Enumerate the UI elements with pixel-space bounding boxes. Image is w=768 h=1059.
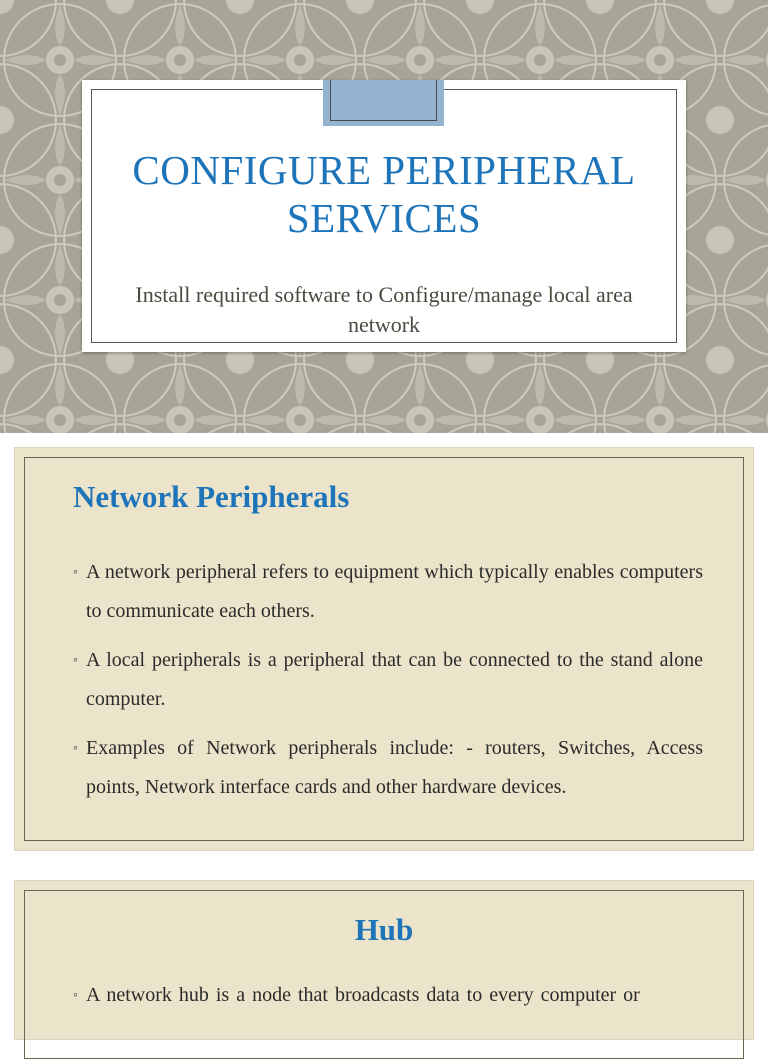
title-tab [323,80,444,126]
title-slide [0,0,768,433]
bullet-marker-icon: ◦ [73,565,78,580]
bullet-marker-icon: ◦ [73,988,78,1003]
bullet-text: A network peripheral refers to equipment which typically enables computers to communicate each others. [86,561,703,622]
bullet-text: A network hub is a node that broadcasts data to every computer or [86,984,640,1006]
slide-heading: Network Peripherals [73,479,350,514]
bullet-item [73,729,703,807]
bullet-item [73,641,703,719]
slide-heading: Hub [354,912,414,947]
bullet-item [73,976,703,1015]
bullet-item [73,553,703,631]
bullet-text: A local peripherals is a peripheral that can be connected to the stand alone computer. [86,649,703,710]
slide-network-peripherals [14,447,754,851]
title-tab-inner [330,80,437,121]
bullet-marker-icon: ◦ [73,741,78,756]
slide-subtitle: Install required software to Configure/manage local area network [135,282,633,337]
title-card [82,80,686,352]
bullet-list [73,553,703,817]
slide-hub [14,880,754,1040]
bullet-marker-icon: ◦ [73,653,78,668]
bullet-list [73,976,703,1025]
slide-title: CONFIGURE PERIPHERAL SERVICES [132,147,636,241]
bullet-text: Examples of Network peripherals include: - routers, Switches, Access points, Network interface cards and other hardware devices. [86,737,703,798]
